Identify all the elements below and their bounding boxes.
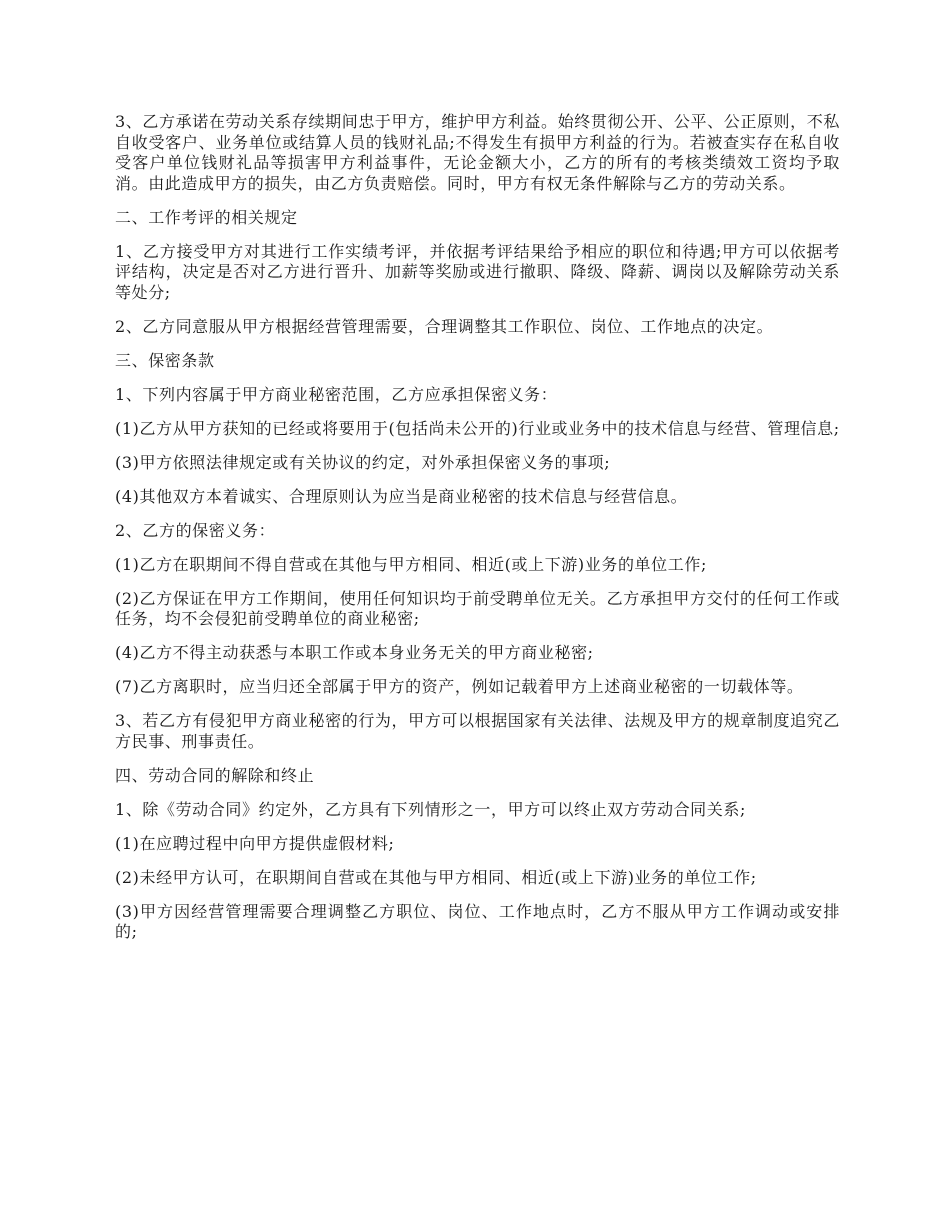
document-body bbox=[115, 112, 840, 956]
section-heading-termination: 四、劳动合同的解除和终止 bbox=[115, 765, 315, 785]
section-heading-confidentiality: 三、保密条款 bbox=[115, 350, 215, 370]
section-heading-evaluation: 二、工作考评的相关规定 bbox=[115, 207, 298, 227]
clause-loyalty-paragraph: 3、乙方承诺在劳动关系存续期间忠于甲方，维护甲方利益。始终贯彻公开、公平、公正原则，不私自收受客户、业务单位或结算人员的钱财礼品;不得发生有损甲方利益的行为。若被查实存在私自收受客户单位钱财礼品等损害甲方利益事件，无论金额大小，乙方的所有的考核类绩效工资均予取消。由此造成甲方的损失，由乙方负责赔偿。同时，甲方有权无条件解除与乙方的劳动关系。 bbox=[115, 112, 840, 193]
clause-confidentiality-2: 2、乙方的保密义务： bbox=[115, 520, 276, 540]
list-item-duty-1: (1)乙方在职期间不得自营或在其他与甲方相同、相近(或上下游)业务的单位工作; bbox=[115, 554, 707, 574]
list-item-termination-2: (2)未经甲方认可，在职期间自营或在其他与甲方相同、相近(或上下游)业务的单位工作; bbox=[115, 867, 757, 887]
list-item-termination-1: (1)在应聘过程中向甲方提供虚假材料; bbox=[115, 833, 395, 853]
list-item-duty-2: (2)乙方保证在甲方工作期间，使用任何知识均于前受聘单位无关。乙方承担甲方交付的任何工作或任务，均不会侵犯前受聘单位的商业秘密; bbox=[115, 588, 840, 628]
clause-confidentiality-3: 3、若乙方有侵犯甲方商业秘密的行为，甲方可以根据国家有关法律、法规及甲方的规章制度追究乙方民事、刑事责任。 bbox=[115, 711, 840, 751]
list-item-secret-scope-3: (3)甲方依照法律规定或有关协议的约定，对外承担保密义务的事项; bbox=[115, 452, 611, 472]
list-item-secret-scope-4: (4)其他双方本着诚实、合理原则认为应当是商业秘密的技术信息与经营信息。 bbox=[115, 486, 688, 506]
list-item-termination-3: (3)甲方因经营管理需要合理调整乙方职位、岗位、工作地点时，乙方不服从甲方工作调动或安排的; bbox=[115, 901, 840, 941]
list-item-duty-4: (4)乙方不得主动获悉与本职工作或本身业务无关的甲方商业秘密; bbox=[115, 643, 594, 662]
list-item-secret-scope-1: (1)乙方从甲方获知的已经或将要用于(包括尚未公开的)行业或业务中的技术信息与经营、管理信息; bbox=[115, 418, 840, 438]
clause-termination-1: 1、除《劳动合同》约定外，乙方具有下列情形之一，甲方可以终止双方劳动合同关系; bbox=[115, 799, 746, 819]
clause-evaluation-1: 1、乙方接受甲方对其进行工作实绩考评，并依据考评结果给予相应的职位和待遇;甲方可以依据考评结构，决定是否对乙方进行晋升、加薪等奖励或进行撤职、降级、降薪、调岗以及解除劳动关系等处分; bbox=[115, 241, 840, 302]
clause-evaluation-2: 2、乙方同意服从甲方根据经营管理需要，合理调整其工作职位、岗位、工作地点的决定。 bbox=[115, 316, 774, 336]
clause-confidentiality-1: 1、下列内容属于甲方商业秘密范围，乙方应承担保密义务： bbox=[115, 384, 558, 404]
list-item-duty-7: (7)乙方离职时，应当归还全部属于甲方的资产，例如记载着甲方上述商业秘密的一切载体等。 bbox=[115, 677, 804, 696]
